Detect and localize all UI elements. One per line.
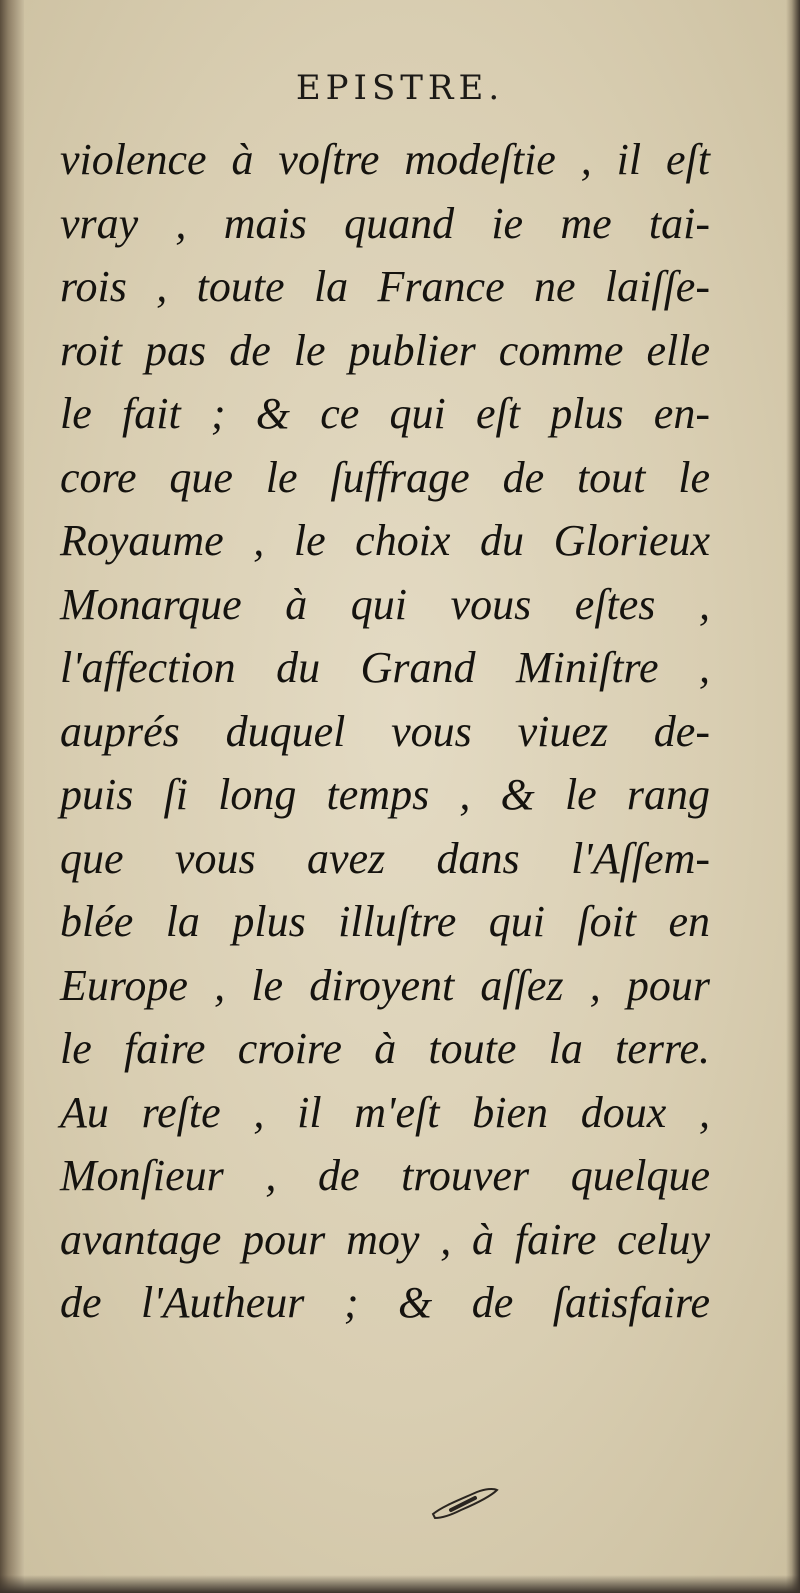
text-line: l'affection du Grand Miniſtre , <box>60 643 710 692</box>
text-line: rois , toute la France ne laiſſe- <box>60 262 710 311</box>
binding-edge <box>0 0 24 1593</box>
text-line: que vous avez dans l'Aſſem- <box>60 833 710 883</box>
text-line: Royaume , le choix du Glorieux <box>60 516 710 565</box>
running-header: EPISTRE. <box>295 68 505 108</box>
text-line: blée la plus illuſtre qui ſoit en <box>60 897 710 946</box>
text-line: Monſieur , de trouver quelque <box>60 1151 710 1200</box>
text-line: violence à voſtre modeſtie , il eſt <box>60 135 710 184</box>
text-line: core que le ſuffrage de tout le <box>60 452 710 502</box>
text-line: Au reſte , il m'eſt bien doux , <box>60 1087 710 1137</box>
text-line: avantage pour moy , à faire celuy <box>60 1214 710 1264</box>
text-line: auprés duquel vous viuez de- <box>60 706 710 756</box>
text-line: le fait ; & ce qui eſt plus en- <box>60 389 710 438</box>
page-right-edge <box>786 0 800 1593</box>
text-line: le faire croire à toute la terre. <box>60 1024 710 1073</box>
text-line: de l'Autheur ; & de ſatisfaire <box>60 1278 710 1327</box>
body-text <box>60 128 710 1335</box>
page-bottom-edge <box>0 1575 800 1593</box>
text-line: Europe , le diroyent aſſez , pour <box>60 960 710 1010</box>
text-line: Monarque à qui vous eſtes , <box>60 579 710 629</box>
text-line: vray , mais quand ie me tai- <box>60 198 710 248</box>
text-line: puis ſi long temps , & le rang <box>60 770 710 819</box>
ink-mark-icon <box>425 1480 505 1525</box>
text-line: roit pas de le publier comme elle <box>60 325 710 375</box>
